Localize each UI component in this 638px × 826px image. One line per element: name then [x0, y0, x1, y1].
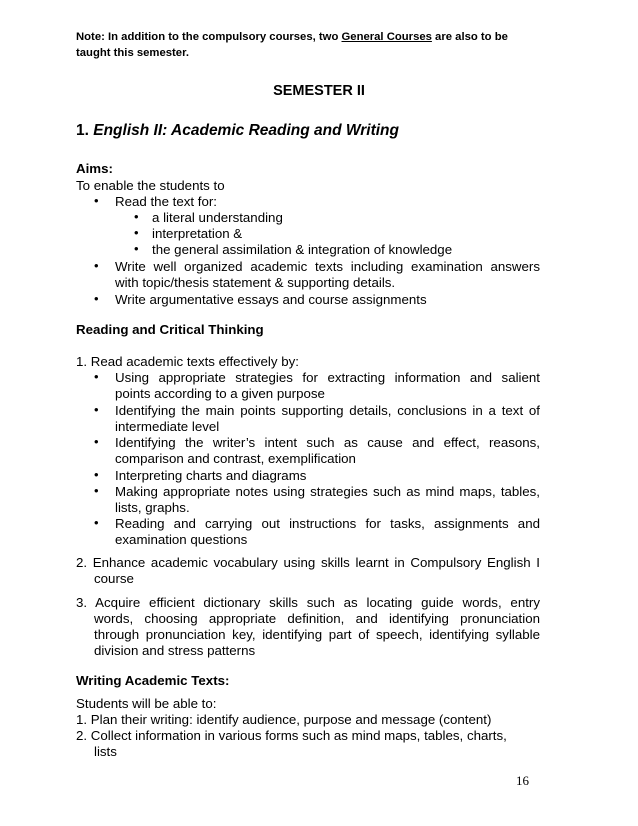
reading-item3-cont: division and stress patterns — [94, 643, 256, 658]
reading-bullet: Identifying the main points supporting details, conclusions in a text of — [115, 403, 540, 418]
reading-bullet: Making appropriate notes using strategies such as mind maps, tables, — [115, 484, 540, 499]
bullet-icon: • — [94, 483, 99, 498]
aims-item: Write argumentative essays and course assignments — [115, 292, 427, 307]
aims-subitem: a literal understanding — [152, 210, 283, 225]
reading-item3-cont: words, choosing appropriate definition, and identifying pronunciation — [94, 611, 540, 626]
reading-bullet-cont: intermediate level — [115, 419, 220, 434]
aims-item: Write well organized academic texts including examination answers — [115, 259, 540, 274]
course-number: 1. — [76, 122, 89, 139]
reading-bullet-cont: comparison and contrast, exemplification — [115, 451, 356, 466]
semester-title: SEMESTER II — [273, 83, 365, 99]
page-number: 16 — [516, 773, 529, 788]
bullet-icon: • — [94, 291, 99, 306]
writing-intro: Students will be able to: — [76, 696, 217, 711]
reading-bullet-cont: points according to a given purpose — [115, 386, 325, 401]
course-title — [76, 122, 399, 140]
writing-item: 2. Collect information in various forms such as mind maps, tables, charts, — [76, 728, 507, 743]
reading-bullet: Identifying the writer’s intent such as cause and effect, reasons, — [115, 435, 540, 450]
reading-item2-cont: course — [94, 571, 134, 586]
aims-subitem: interpretation & — [152, 226, 243, 241]
reading-bullet-cont: lists, graphs. — [115, 500, 190, 515]
bullet-icon: • — [94, 467, 99, 482]
note-general-courses: General Courses — [341, 31, 432, 43]
reading-bullet-cont: examination questions — [115, 532, 248, 547]
course-name: English II: Academic Reading and Writing — [93, 122, 399, 139]
reading-bullet: Reading and carrying out instructions for tasks, assignments and — [115, 516, 540, 531]
bullet-icon: • — [94, 193, 99, 208]
note-line2: taught this semester. — [76, 47, 190, 59]
reading-item3-cont: through pronunciation key, identifying part of speech, identifying syllable — [94, 627, 540, 642]
note-prefix: Note: In addition to the compulsory courses, two — [76, 31, 342, 43]
reading-bullet: Using appropriate strategies for extracting information and salient — [115, 370, 540, 385]
aims-item-cont: with topic/thesis statement & supporting details. — [115, 275, 396, 290]
note-suffix: are also to be — [431, 31, 508, 43]
reading-bullet: Interpreting charts and diagrams — [115, 468, 307, 483]
reading-item3: 3. Acquire efficient dictionary skills such as locating guide words, entry — [76, 595, 540, 610]
reading-item1-intro: 1. Read academic texts effectively by: — [76, 354, 299, 369]
semester-note — [76, 29, 540, 61]
aims-heading: Aims: — [76, 161, 113, 176]
bullet-icon: • — [134, 241, 139, 256]
bullet-icon: • — [134, 225, 139, 240]
writing-item-cont: lists — [94, 744, 117, 759]
reading-heading: Reading and Critical Thinking — [76, 322, 264, 337]
aims-item: Read the text for: — [115, 194, 217, 209]
writing-item: 1. Plan their writing: identify audience, purpose and message (content) — [76, 712, 492, 727]
bullet-icon: • — [94, 402, 99, 417]
reading-item2: 2. Enhance academic vocabulary using skills learnt in Compulsory English I — [76, 555, 540, 570]
bullet-icon: • — [94, 434, 99, 449]
aims-intro: To enable the students to — [76, 178, 225, 193]
bullet-icon: • — [134, 209, 139, 224]
bullet-icon: • — [94, 258, 99, 273]
bullet-icon: • — [94, 515, 99, 530]
writing-heading: Writing Academic Texts: — [76, 673, 230, 688]
aims-subitem: the general assimilation & integration of knowledge — [152, 242, 453, 257]
bullet-icon: • — [94, 369, 99, 384]
